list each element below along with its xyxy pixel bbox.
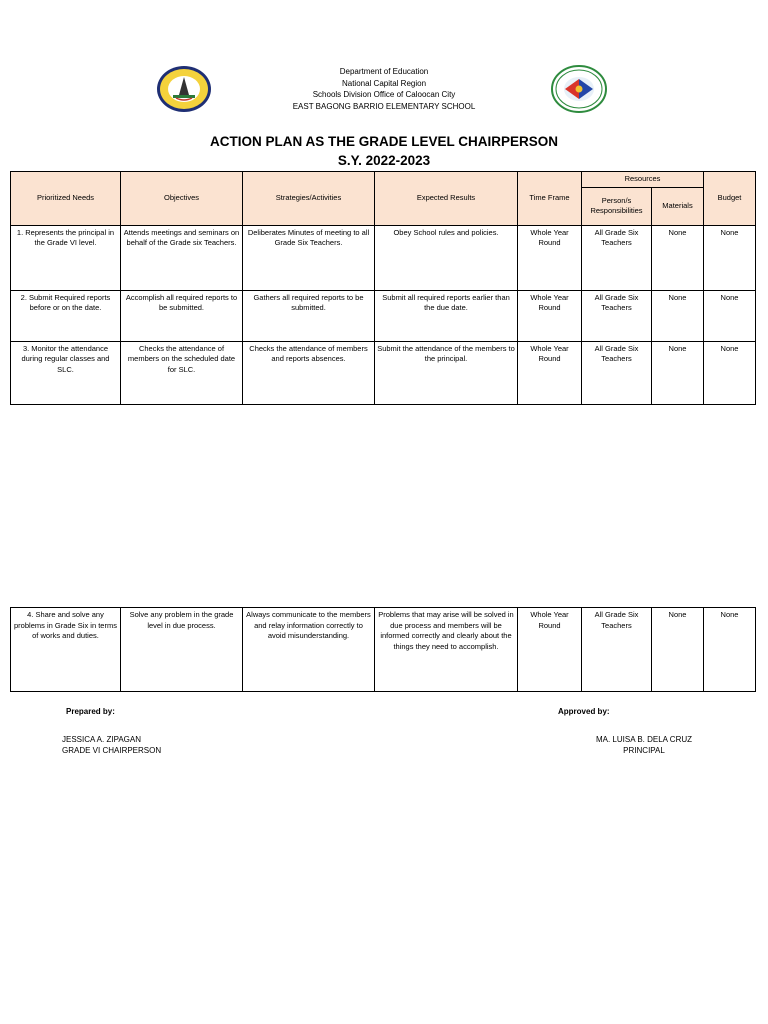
action-plan-table-continued bbox=[10, 607, 756, 692]
table-row bbox=[11, 608, 756, 692]
cell-persons: All Grade Six Teachers bbox=[582, 341, 652, 404]
table-row bbox=[11, 225, 756, 290]
header-line-region: National Capital Region bbox=[341, 78, 427, 88]
approved-by-block bbox=[594, 734, 694, 756]
prepared-by-name: JESSICA A. ZIPAGAN bbox=[62, 735, 141, 744]
header-budget: Budget bbox=[704, 172, 756, 226]
school-logo bbox=[551, 65, 607, 113]
cell-persons: All Grade Six Teachers bbox=[582, 225, 652, 290]
cell-timeframe: Whole Year Round bbox=[518, 608, 582, 692]
cell-materials: None bbox=[652, 341, 704, 404]
cell-timeframe: Whole Year Round bbox=[518, 290, 582, 341]
cell-needs: 1. Represents the principal in the Grade VI level. bbox=[11, 225, 121, 290]
header-materials: Materials bbox=[652, 187, 704, 225]
cell-objectives: Solve any problem in the grade level in due process. bbox=[121, 608, 243, 692]
table-row bbox=[11, 341, 756, 404]
cell-objectives: Attends meetings and seminars on behalf of the Grade six Teachers. bbox=[121, 225, 243, 290]
cell-results: Submit all required reports earlier than the due date. bbox=[375, 290, 518, 341]
cell-needs: 4. Share and solve any problems in Grade Six in terms of works and duties. bbox=[11, 608, 121, 692]
approved-by-title: PRINCIPAL bbox=[623, 746, 665, 755]
cell-results: Submit the attendance of the members to the principal. bbox=[375, 341, 518, 404]
header-resources: Resources bbox=[582, 172, 704, 188]
cell-strategies: Gathers all required reports to be submitted. bbox=[243, 290, 375, 341]
action-plan-table bbox=[10, 171, 756, 405]
prepared-by-block bbox=[62, 734, 161, 756]
table-row bbox=[11, 290, 756, 341]
header-line-deped: Department of Education bbox=[339, 67, 429, 76]
cell-needs: 2. Submit Required reports before or on the date. bbox=[11, 290, 121, 341]
prepared-by-title: GRADE VI CHAIRPERSON bbox=[62, 746, 162, 755]
school-year: S.Y. 2022-2023 bbox=[337, 153, 431, 168]
header-objectives: Objectives bbox=[121, 172, 243, 226]
cell-results: Obey School rules and policies. bbox=[375, 225, 518, 290]
cell-results: Problems that may arise will be solved in due process and members will be informed correctly and clearly about the things they need to accomplish. bbox=[375, 608, 518, 692]
cell-persons: All Grade Six Teachers bbox=[582, 290, 652, 341]
prepared-by-label: Prepared by: bbox=[66, 707, 115, 716]
header-expected-results: Expected Results bbox=[375, 172, 518, 226]
header-line-school: EAST BAGONG BARRIO ELEMENTARY SCHOOL bbox=[292, 101, 476, 111]
document-header bbox=[0, 66, 768, 112]
header-line-division: Schools Division Office of Caloocan City bbox=[312, 90, 456, 99]
cell-budget: None bbox=[704, 290, 756, 341]
cell-objectives: Accomplish all required reports to be submitted. bbox=[121, 290, 243, 341]
header-time-frame: Time Frame bbox=[518, 172, 582, 226]
cell-strategies: Always communicate to the members and relay information correctly to avoid misunderstanding. bbox=[243, 608, 375, 692]
cell-persons: All Grade Six Teachers bbox=[582, 608, 652, 692]
cell-materials: None bbox=[652, 225, 704, 290]
approved-by-label: Approved by: bbox=[558, 707, 610, 716]
cell-timeframe: Whole Year Round bbox=[518, 225, 582, 290]
approved-by-name: MA. LUISA B. DELA CRUZ bbox=[595, 735, 693, 744]
cell-needs: 3. Monitor the attendance during regular classes and SLC. bbox=[11, 341, 121, 404]
cell-strategies: Checks the attendance of members and reports absences. bbox=[243, 341, 375, 404]
document-title: ACTION PLAN AS THE GRADE LEVEL CHAIRPERSON bbox=[209, 134, 559, 149]
header-prioritized-needs: Prioritized Needs bbox=[11, 172, 121, 226]
cell-strategies: Deliberates Minutes of meeting to all Grade Six Teachers. bbox=[243, 225, 375, 290]
cell-budget: None bbox=[704, 341, 756, 404]
cell-timeframe: Whole Year Round bbox=[518, 341, 582, 404]
header-persons: Person/s Responsibilities bbox=[582, 187, 652, 225]
cell-objectives: Checks the attendance of members on the scheduled date for SLC. bbox=[121, 341, 243, 404]
header-strategies: Strategies/Activities bbox=[243, 172, 375, 226]
cell-budget: None bbox=[704, 225, 756, 290]
cell-materials: None bbox=[652, 290, 704, 341]
cell-materials: None bbox=[652, 608, 704, 692]
cell-budget: None bbox=[704, 608, 756, 692]
